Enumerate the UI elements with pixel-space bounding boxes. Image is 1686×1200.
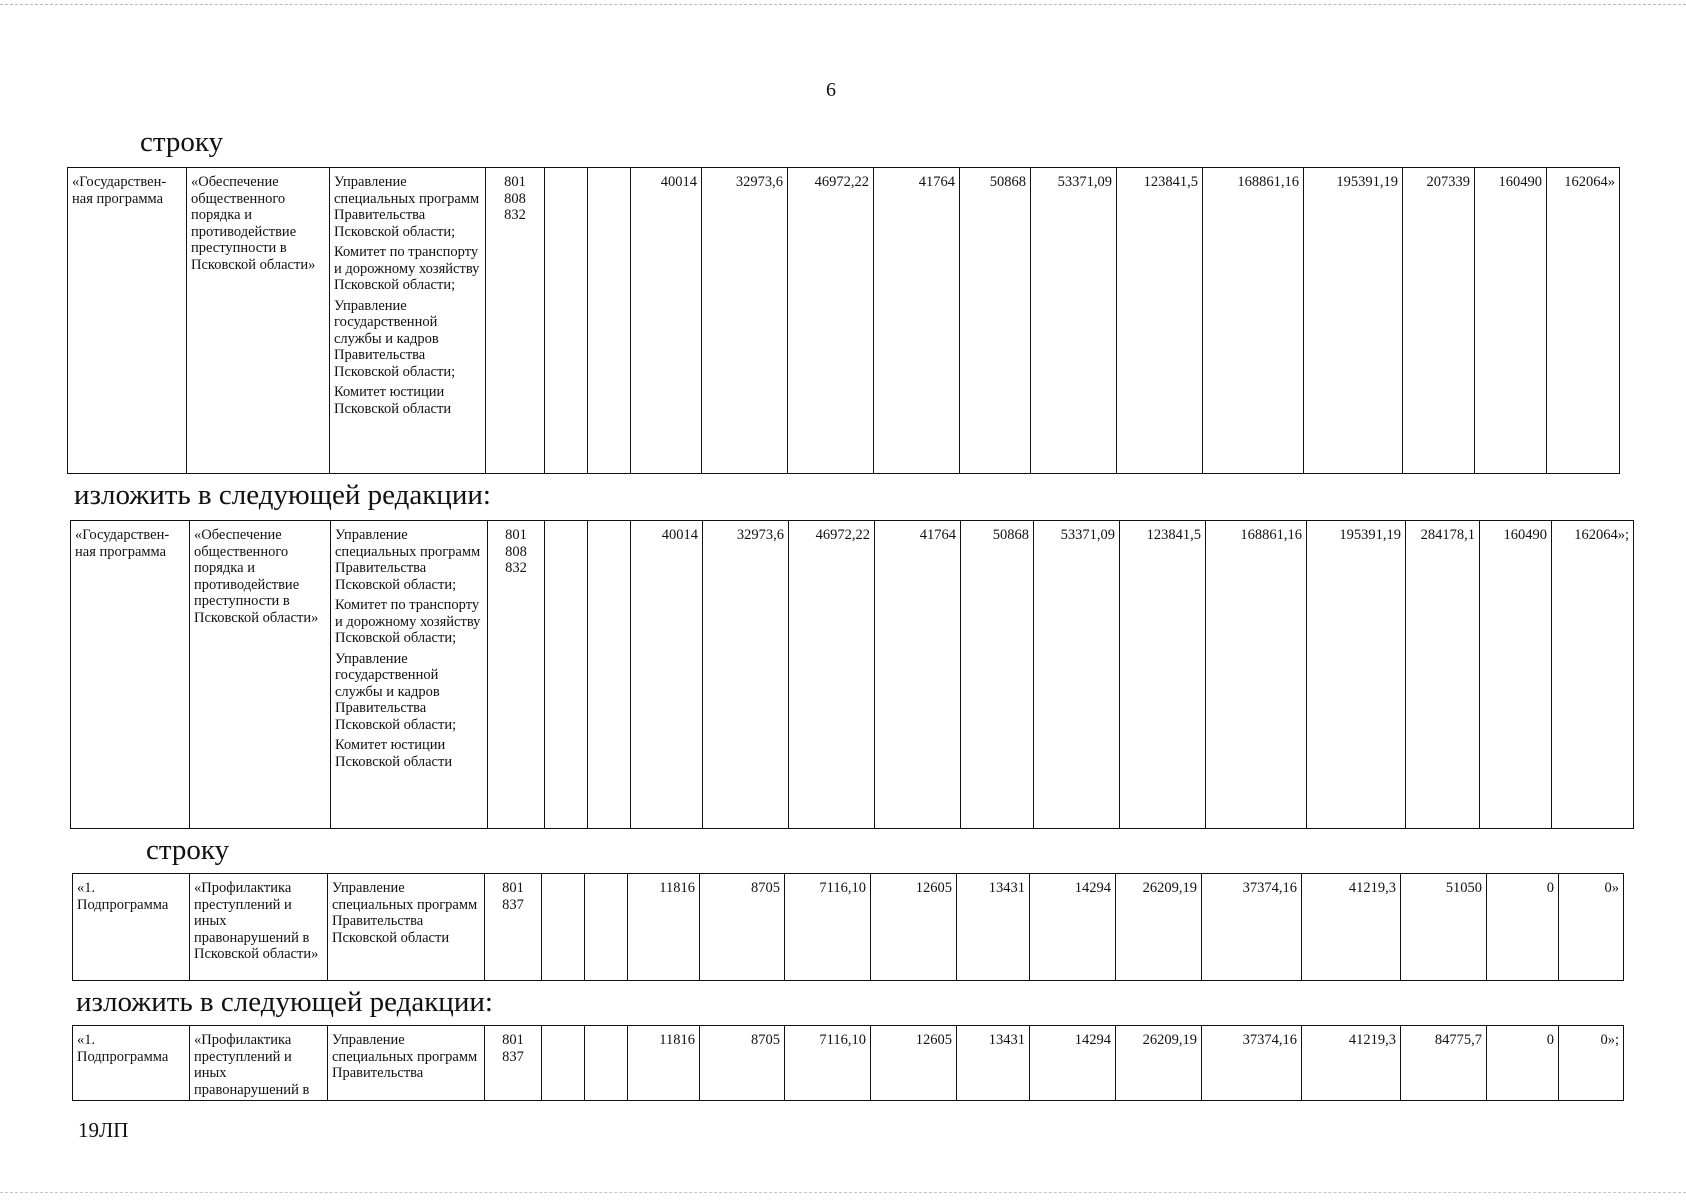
empty-cell [545, 521, 588, 829]
heading-replace-row-2: строку [146, 834, 230, 866]
value-cell: 12605 [871, 1026, 957, 1101]
value-cell: 14294 [1030, 1026, 1116, 1101]
executor-item: Управление специальных программ Правительства Псковской области; [335, 527, 481, 593]
value-cell: 53371,09 [1034, 521, 1120, 829]
program-type-cell: «Государствен-ная программа [68, 168, 187, 474]
table-row [73, 1026, 1624, 1101]
value-cell: 7116,10 [785, 1026, 871, 1101]
value-cell: 207339 [1403, 168, 1475, 474]
scan-edge-top [0, 0, 1686, 5]
codes-cell [488, 521, 545, 829]
program-name-cell: «Профилактика преступлений и иных правонарушений в [190, 1026, 328, 1101]
heading-replace-row-1: строку [140, 126, 224, 158]
program-name-cell: «Профилактика преступлений и иных правонарушений в Псковской области» [190, 874, 328, 981]
value-cell: 168861,16 [1206, 521, 1307, 829]
program-name-cell: «Обеспечение общественного порядка и противодействие преступности в Псковской области» [190, 521, 331, 829]
value-cell: 0»; [1559, 1026, 1624, 1101]
value-cell: 123841,5 [1117, 168, 1203, 474]
value-cell: 14294 [1030, 874, 1116, 981]
executor-item: Управление государственной службы и кадров Правительства Псковской области; [334, 297, 456, 380]
value-cell: 123841,5 [1120, 521, 1206, 829]
code-item: 837 [502, 896, 524, 913]
table-revised-subprogram [72, 1025, 1624, 1101]
value-cell: 41219,3 [1302, 874, 1401, 981]
value-cell: 13431 [957, 1026, 1030, 1101]
value-cell: 46972,22 [788, 168, 874, 474]
empty-cell [585, 1026, 628, 1101]
heading-new-edition-2: изложить в следующей редакции: [76, 986, 493, 1018]
codes-cell [485, 874, 542, 981]
value-cell: 162064» [1547, 168, 1620, 474]
value-cell: 37374,16 [1202, 874, 1302, 981]
value-cell: 284178,1 [1406, 521, 1480, 829]
table-row [71, 521, 1634, 829]
value-cell: 51050 [1401, 874, 1487, 981]
empty-cell [542, 1026, 585, 1101]
value-cell: 0 [1487, 874, 1559, 981]
value-cell: 32973,6 [702, 168, 788, 474]
table-row [68, 168, 1620, 474]
value-cell: 160490 [1475, 168, 1547, 474]
value-cell: 168861,16 [1203, 168, 1304, 474]
value-cell: 53371,09 [1031, 168, 1117, 474]
codes-cell [485, 1026, 542, 1101]
empty-cell [588, 168, 631, 474]
footer-document-code: 19ЛП [78, 1118, 129, 1142]
value-cell: 8705 [700, 1026, 785, 1101]
value-cell: 41764 [874, 168, 960, 474]
heading-new-edition-1: изложить в следующей редакции: [74, 479, 491, 511]
executor-item: Комитет юстиции Псковской области [335, 737, 453, 770]
executor-item: Управление специальных программ Правительства Псковской области [332, 880, 478, 946]
table-original-subprogram [72, 873, 1624, 981]
value-cell: 50868 [960, 168, 1031, 474]
executors-cell [331, 521, 488, 829]
empty-cell [542, 874, 585, 981]
executor-item: Комитет юстиции Псковской области [334, 384, 452, 417]
code-item: 832 [504, 207, 526, 223]
code-item: 837 [502, 1048, 524, 1065]
code-item: 808 [505, 543, 527, 560]
program-type-cell: «1. Подпрограмма [73, 874, 190, 981]
empty-cell [545, 168, 588, 474]
codes-cell [486, 168, 545, 474]
value-cell: 46972,22 [789, 521, 875, 829]
value-cell: 162064»; [1552, 521, 1634, 829]
executors-cell [328, 1026, 485, 1101]
table-row [73, 874, 1624, 981]
executor-item: Комитет по транспорту и дорожному хозяйству Псковской области; [335, 597, 481, 646]
executor-item: Комитет по транспорту и дорожному хозяйству Псковской области; [334, 244, 480, 293]
scan-edge-bottom [0, 1192, 1686, 1195]
value-cell: 26209,19 [1116, 874, 1202, 981]
program-name-cell: «Обеспечение общественного порядка и противодействие преступности в Псковской области» [187, 168, 330, 474]
code-item: 801 [502, 880, 524, 896]
page-number: 6 [826, 79, 836, 101]
value-cell: 160490 [1480, 521, 1552, 829]
value-cell: 195391,19 [1304, 168, 1403, 474]
value-cell: 40014 [631, 521, 703, 829]
value-cell: 26209,19 [1116, 1026, 1202, 1101]
code-item: 808 [504, 190, 526, 207]
value-cell: 37374,16 [1202, 1026, 1302, 1101]
program-type-cell: «Государствен-ная программа [71, 521, 190, 829]
code-item: 801 [505, 527, 527, 543]
program-type-cell: «1. Подпрограмма [73, 1026, 190, 1101]
value-cell: 195391,19 [1307, 521, 1406, 829]
value-cell: 12605 [871, 874, 957, 981]
value-cell: 7116,10 [785, 874, 871, 981]
code-item: 801 [502, 1032, 524, 1048]
code-item: 832 [505, 560, 527, 576]
value-cell: 8705 [700, 874, 785, 981]
value-cell: 41764 [875, 521, 961, 829]
executors-cell [328, 874, 485, 981]
code-item: 801 [504, 174, 526, 190]
value-cell: 0 [1487, 1026, 1559, 1101]
value-cell: 32973,6 [703, 521, 789, 829]
value-cell: 0» [1559, 874, 1624, 981]
value-cell: 11816 [628, 874, 700, 981]
empty-cell [588, 521, 631, 829]
executor-item: Управление специальных программ Правительства Псковской области; [334, 174, 480, 240]
empty-cell [585, 874, 628, 981]
value-cell: 50868 [961, 521, 1034, 829]
value-cell: 13431 [957, 874, 1030, 981]
table-revised-program [70, 520, 1634, 829]
value-cell: 84775,7 [1401, 1026, 1487, 1101]
table-original-program [67, 167, 1620, 474]
executor-item: Управление государственной службы и кадров Правительства Псковской области; [335, 650, 457, 733]
value-cell: 11816 [628, 1026, 700, 1101]
executors-cell [330, 168, 486, 474]
value-cell: 41219,3 [1302, 1026, 1401, 1101]
value-cell: 40014 [631, 168, 702, 474]
executor-item: Управление специальных программ Правительства [332, 1032, 478, 1081]
